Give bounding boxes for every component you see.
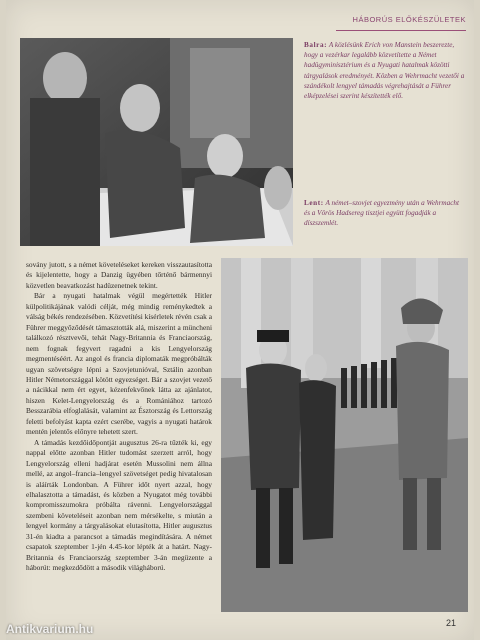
running-header: HÁBORÚS ELŐKÉSZÜLETEK	[336, 6, 466, 31]
caption-bottom-text: A német–szovjet egyezmény után a Wehrmacht és a Vörös Hadsereg tisztjei együtt fogadják a díszszemlét.	[304, 199, 459, 228]
body-paragraph-1: sovány jutott, s a német követeléseket kereken visszautasította és kijelentette, hogy a Danzig ügyében tőrténő bármennyi közvetlen beavatkozást hadüzenetnek tekint.	[26, 260, 212, 290]
caption-top-lead: Balra:	[304, 41, 328, 49]
page-number: 21	[445, 618, 456, 628]
article-body	[26, 260, 212, 574]
book-page	[6, 0, 474, 640]
caption-bottom-lead: Lent:	[304, 199, 324, 207]
photo-officers-image	[20, 38, 293, 246]
body-paragraph-2: Bár a nyugati hatalmak végül megértették Hitler külpolitikájának valódi célját, még mindig reménykedtek a válság békés rendezésében. Közvetítési kísérletek révén csak a Führer meggyőződését támasztották alá, miszerint a müncheni találkozó résztvevői, tehát Nagy-Britannia és Franciaország, nem fognak fegyvert ragadni a kis Lengyelország megmentéséért. Az angol és francia diplomaták megpróbálták ugyan szövetségre lépni a Szovjetunióval, Sztálin azonban Hitler Németországgal kötött egyezséget. Bár a szovjet vezető a nácikkal nem ért egyet, kézenfekvőnek látta az ajánlatot, hiszen Kelet-Lengyelország és a Romániához tartozó Besszarábia elfoglalását, valamint az Észtország és Lettország feletti befolyást kapta ezért cserébe, vagyis a nyugati határok mentén jelentős előnyre tehetett szert.	[26, 291, 212, 437]
body-paragraph-3: A támadás kezdőidőpontját augusztus 26-ra tűzték ki, egy nappal előtte azonban Hitler tudomást szerzett arról, hogy Lengyelország elleni hadjárat esetén Mussolini nem állna mellé, az angol–francia–lengyel szövetséget pedig hivatalosan is aláírták Londonban. A Führer időt nyert azzal, hogy elhalasztotta a támadást, és közben a Nyugatot még további kompromisszumokra próbálta rávenni. Lengyelországgal szembeni követeléseit azonban nem mérsékelte, s miután a lengyel kormány a tárgyalásokat elutasította, Hitler augusztus 31-én kiadta a parancsot a támadás megindítására. A német csapatok szeptember 1-jén 4.45-kor lépték át a határt. Nagy-Britannia és Franciaország szeptember 3-án megüzente a háborút: megkezdődött a második világháború.	[26, 437, 212, 573]
photo-parade-image	[221, 258, 468, 612]
photo-officers-at-map-table	[20, 38, 293, 246]
caption-bottom	[304, 198, 466, 229]
caption-top-text: A közlésünk Erich von Manstein beszerezte, hogy a vezérkar legalább közvetítette a Német hadügyminisztérium és a Nyugati hatalmak közötti tárgyalások eredményét. Közben a Wehrmacht vezetői a szándékolt lengyel támadás végrehajtását a Führer elképzelései szerint készítették elő.	[304, 41, 465, 101]
caption-top	[304, 40, 466, 101]
photo-parade-salute	[221, 258, 468, 612]
watermark: Antikvarium.hu	[6, 622, 94, 636]
